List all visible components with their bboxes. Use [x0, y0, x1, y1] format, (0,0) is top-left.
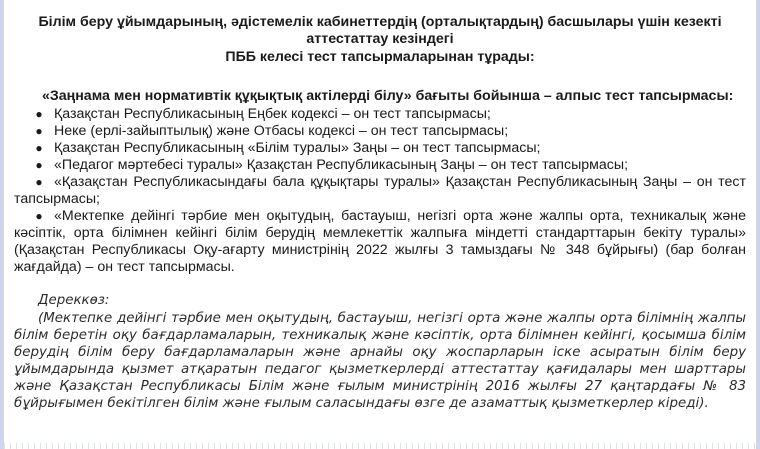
list-item-text: «Мектепке дейінгі тәрбие мен оқытудың, бастауыш, негізгі орта және жалпы орта, техникалық және кәсіптік, орта білімнен кейінгі білім берудің мемлекеттік жалпыға міндетті стандарттарын бекіту туралы» (Қазақстан Республикасы Оқу-ағарту министрінің 2022 жылғы 3 тамыздағы № 348 бұйрығы) (бар болған жағдайда) – он тест тапсырмасы. — [14, 208, 746, 275]
document-title — [14, 14, 746, 66]
title-line-2: аттестаттау кезіндегі — [306, 31, 454, 47]
decorative-grid — [4, 443, 756, 449]
bullet-icon: ● — [35, 175, 43, 189]
list-item — [14, 157, 746, 174]
title-line-1: Білім беру ұйымдарының, әдістемелік кабинеттердің (орталықтардың) басшылары үшін кезекті — [38, 14, 722, 30]
list-item-text: «Педагог мәртебесі туралы» Қазақстан Республикасының Заңы – он тест тапсырмасы; — [54, 157, 629, 173]
bullet-icon: ● — [35, 209, 43, 223]
bullet-icon: ● — [35, 158, 43, 172]
list-item — [14, 174, 746, 208]
list-item — [14, 123, 746, 140]
list-item-text: «Қазақстан Республикасындағы бала құқықтары туралы» Қазақстан Республикасының Заңы – он тест тапсырмасы; — [14, 174, 746, 207]
section-heading: «Заңнама мен нормативтік құқықтық актілерді білу» бағыты бойынша – алпыс тест тапсырмасы: — [42, 88, 734, 104]
list-item-text: Қазақстан Республикасының Еңбек кодексі – он тест тапсырмасы; — [54, 106, 491, 122]
title-line-3: ПББ келесі тест тапсырмаларынан тұрады: — [225, 49, 535, 65]
legislation-section — [14, 88, 746, 276]
bullet-icon: ● — [35, 107, 43, 121]
source-body: (Мектепке дейінгі тәрбие мен оқытудың, бастауыш, негізгі орта және жалпы орта білімнің жалпы білім беретін оқу бағдарламаларын, техникалық және кәсіптік, орта білімнен кейінгі, қосымша білім берудің білім беру бағдарламаларын және арнайы оқу жоспарларын іске асыратын білім беру ұйымдарында қызмет атқаратын педагог қызметкерлерді аттестаттау қағидалары мен шарттары және Қазақстан Республикасы Білім және ғылым министрінің 2016 жылғы 27 қаңтардағы № 83 бұйрығымен бекітілген білім және ғылым саласындағы өзге де азаматтық қызметкерлер кіреді). — [14, 311, 746, 411]
bullet-icon: ● — [35, 141, 43, 155]
source-note — [14, 292, 746, 412]
list-item-text: Неке (ерлі-зайыптылық) және Отбасы кодексі – он тест тапсырмасы; — [54, 123, 509, 139]
list-item-text: Қазақстан Республикасының «Білім туралы» Заңы – он тест тапсырмасы; — [54, 140, 541, 156]
source-label: Дереккөз: — [38, 293, 110, 308]
list-item — [14, 140, 746, 157]
list-item — [14, 106, 746, 123]
bullet-icon: ● — [35, 124, 43, 138]
list-item — [14, 208, 746, 276]
